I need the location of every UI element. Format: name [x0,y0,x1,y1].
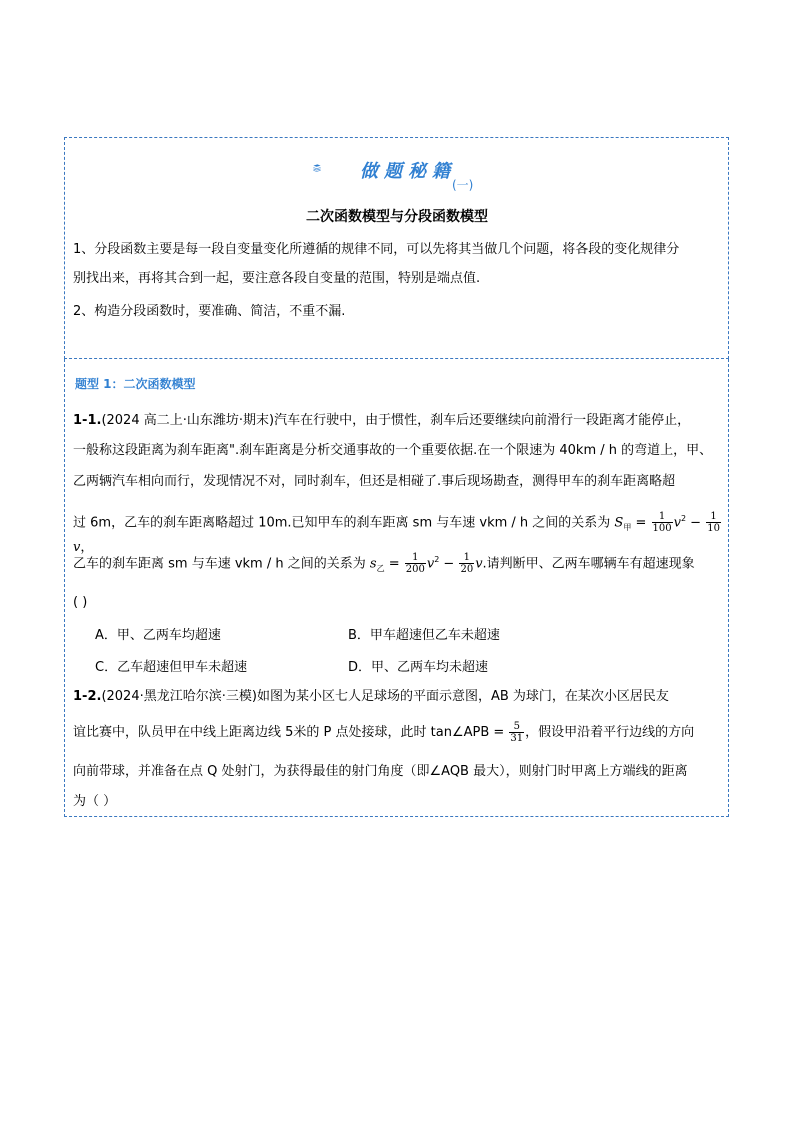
tip-line-1: 1、分段函数主要是每一段自变量变化所遵循的规律不同，可以先将其当做几个问题，将各段的变化规律分 [73,242,680,257]
q1-source: (2024 高二上·山东潍坊·期末) [101,413,275,428]
q1-option-d[interactable]: D．甲、乙两车均未超速 [348,660,489,675]
q1-text-1: 汽车在行驶中，由于惯性，刹车后还要继续向前滑行一段距离才能停止， [274,413,691,428]
fraction-c: $\frac{1}{200}$ [405,552,425,576]
q1-option-b[interactable]: B．甲车超速但乙车未超速 [348,628,500,643]
q1-option-c[interactable]: C．乙车超速但甲车未超速 [95,660,248,675]
fraction-tan: $\frac{5}{31}$ [510,721,524,744]
banner-title: 做题秘籍 [360,161,456,182]
tip-line-3: 2、构造分段函数时，要准确、简洁，不重不漏. [73,304,346,319]
s-jia-symbol: S [614,515,624,531]
q2-text-2b: ，假设甲沿着平行边线的方向 [525,725,695,740]
q2-line-1 [73,682,725,711]
s-jia-sub: 甲 [623,522,632,532]
q2-line-2 [73,721,725,744]
fraction-d: $\frac{1}{20}$ [460,552,474,576]
q1-text-5: 乙车的刹车距离 sm 与车速 vkm / h 之间的关系为 [73,556,366,572]
q2-source: (2024·黑龙江哈尔滨·三模) [101,689,257,704]
q1-bracket: ( ) [73,595,88,610]
q1-line-3: 乙两辆汽车相向而行，发现情况不对，同时刹车，但还是相碰了.事后现场勘查，测得甲车的刹车距离略超 [73,474,676,489]
q2-text-2a: 谊比赛中，队员甲在中线上距离边线 5米的 P 点处接球，此时 tan∠APB = [73,725,505,740]
q2-line-3: 向前带球，并准备在点 Q 处射门，为获得最佳的射门角度（即∠AQB 最大），则射门时甲离上方端线的距离 [73,764,688,779]
fraction-a: $\frac{1}{100}$ [652,511,672,535]
q2-line-4: 为（ ） [73,794,117,809]
fraction-b: $\frac{1}{10}$ [707,511,720,535]
q2-text-1: 如图为某小区七人足球场的平面示意图，AB 为球门，在某次小区居民友 [256,689,669,704]
section-label: 题型 1：二次函数模型 [75,377,196,391]
book-stack-icon [313,150,353,186]
s-yi-sub: 乙 [376,563,385,573]
q1-number: 1-1. [73,413,102,428]
q1-line-5: 乙车的刹车距离 sm 与车速 vkm / h 之间的关系为 $s_乙$ = $\frac{1}{200}$ $v^2$ − $\frac{1}{20}$ v.请判断甲、乙两车哪辆车有超速现象 [73,552,695,576]
q1-line-2: 一般称这段距离为刹车距离".刹车距离是分析交通事故的一个重要依据.在一个限速为 40km / h 的弯道上，甲、 [73,443,713,458]
s-yi-symbol: s [369,556,377,572]
q1-text-4: 过 6m，乙车的刹车距离略超过 10m.已知甲车的刹车距离 sm 与车速 vkm / h 之间的关系为 [73,515,611,531]
q1-line-1 [73,406,725,435]
q1-line-4: 过 6m，乙车的刹车距离略超过 10m.已知甲车的刹车距离 sm 与车速 vkm / h 之间的关系为 $S_甲$ = $\frac{1}{100}$ $v^2$ − $\frac{1}{10}$ v， [73,511,720,555]
q1-text-5b: .请判断甲、乙两车哪辆车有超速现象 [482,556,695,572]
q2-number: 1-2. [73,689,102,704]
q1-option-a[interactable]: A．甲、乙两车均超速 [95,628,221,643]
page-title: 二次函数模型与分段函数模型 [306,209,488,225]
banner-subtitle: (一) [452,178,474,192]
tip-line-2: 别找出来，再将其合到一起，要注意各段自变量的范围，特别是端点值. [73,271,481,286]
